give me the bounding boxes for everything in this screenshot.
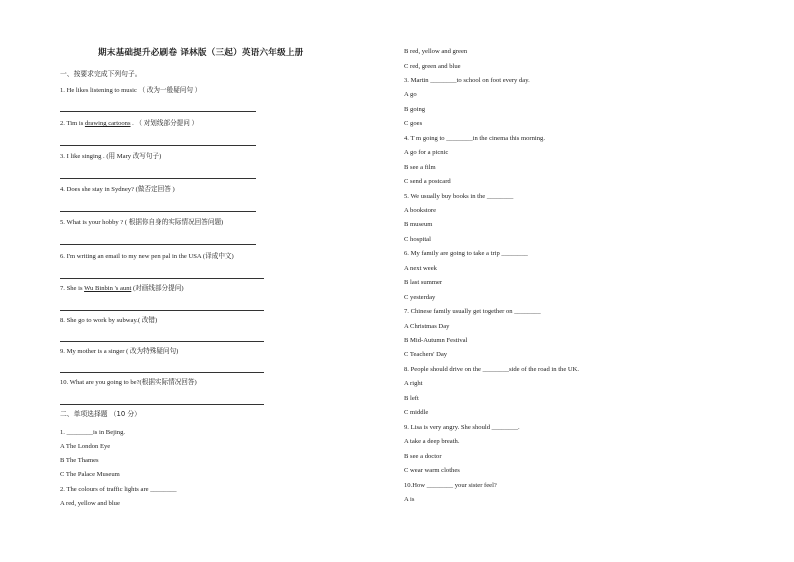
mc-line: B going xyxy=(404,105,426,113)
mc-line: C hospital xyxy=(404,235,431,243)
mc-line: A take a deep breath. xyxy=(404,438,460,446)
mc-line: 8. People should drive on the ________side of the road in the UK. xyxy=(404,365,580,373)
question-6: 6. I'm writing an email to my new pen pal in the USA (译成中文) xyxy=(60,253,234,260)
question-8: 8. She go to work by subway.( 改错) xyxy=(60,317,158,324)
mc-line: 5. We usually buy books in the ________ xyxy=(404,192,514,200)
mc-line: 7. Chinese family usually get together on ________ xyxy=(404,308,541,316)
mc-line: A Christmas Day xyxy=(404,322,450,330)
answer-line-9[interactable] xyxy=(60,372,264,373)
page-title: 期末基础提升必刷卷 译林版（三起）英语六年级上册 xyxy=(98,48,304,58)
question-3: 3. I like singing . (用 Mary 改写句子) xyxy=(60,153,162,160)
mc-line: 1. ________is in Bejing. xyxy=(60,429,126,436)
question-7: 7. She is Wu Binbin 's aunt (对画线部分提问) xyxy=(60,285,184,292)
mc-line: B last summer xyxy=(404,279,443,287)
mc-line: 10.How ________ your sister feel? xyxy=(404,481,497,489)
mc-line: C red, green and blue xyxy=(404,62,461,70)
section2-heading: 二、单项选择题 （10 分） xyxy=(60,410,141,418)
answer-line-4[interactable] xyxy=(60,211,256,212)
mc-line: C send a postcard xyxy=(404,178,451,185)
mc-line: B The Thames xyxy=(60,457,99,464)
mc-line: 9. Lisa is very angry. She should ________. xyxy=(404,423,520,431)
question-2: 2. Tim is drawing cartoons . （ 对划线部分提问 ） xyxy=(60,120,199,127)
answer-line-5[interactable] xyxy=(60,244,256,245)
question-10: 10. What are you going to be?(根据实际情况回答) xyxy=(60,379,197,386)
mc-line: 4. T m going to ________in the cinema this morning. xyxy=(404,134,545,142)
answer-line-6[interactable] xyxy=(60,278,264,279)
mc-line: C goes xyxy=(404,120,423,128)
mc-line: B left xyxy=(404,394,419,402)
question-4: 4. Does she stay in Sydney? (做否定回答 ) xyxy=(60,186,175,193)
mc-line: 6. My family are going to take a trip ________ xyxy=(404,250,528,258)
section1-heading: 一、按要求完成下列句子。 xyxy=(60,70,142,78)
mc-line: C yesterday xyxy=(404,293,436,301)
mc-line: B red, yellow and green xyxy=(404,48,468,55)
answer-line-2[interactable] xyxy=(60,145,256,146)
mc-line: B see a doctor xyxy=(404,452,442,460)
answer-line-8[interactable] xyxy=(60,341,264,342)
mc-line: A next week xyxy=(404,264,437,272)
mc-line: A right xyxy=(404,380,423,388)
mc-line: A The London Eye xyxy=(60,443,111,450)
mc-line: C middle xyxy=(404,409,429,417)
mc-line: A go xyxy=(404,91,417,99)
mc-line: A bookstore xyxy=(404,206,437,214)
mc-line: 2. The colours of traffic lights are ________ xyxy=(60,486,177,493)
mc-line: B museum xyxy=(404,221,433,229)
mc-line: A is xyxy=(404,495,415,503)
mc-line: C The Palace Museum xyxy=(60,471,120,478)
mc-line: 3. Martin ________to school on foot every day. xyxy=(404,76,530,84)
mc-line: B Mid-Autumn Festival xyxy=(404,337,468,344)
mc-line: C Teachers' Day xyxy=(404,351,448,359)
answer-line-7[interactable] xyxy=(60,310,264,311)
question-9: 9. My mother is a singer ( 改为特殊疑问句) xyxy=(60,348,179,355)
answer-line-3[interactable] xyxy=(60,178,256,179)
mc-line: B see a film xyxy=(404,163,436,171)
mc-line: A red, yellow and blue xyxy=(60,500,120,507)
mc-line: C wear warm clothes xyxy=(404,467,460,474)
mc-line: A go for a picnic xyxy=(404,149,449,157)
question-1: 1. He likes listening to music （ 改为一般疑问句 ） xyxy=(60,87,202,94)
question-5: 5. What is your hobby ? ( 根据你自身的实际情况回答问题) xyxy=(60,219,224,226)
answer-line-10[interactable] xyxy=(60,404,264,405)
answer-line-1[interactable] xyxy=(60,111,256,112)
